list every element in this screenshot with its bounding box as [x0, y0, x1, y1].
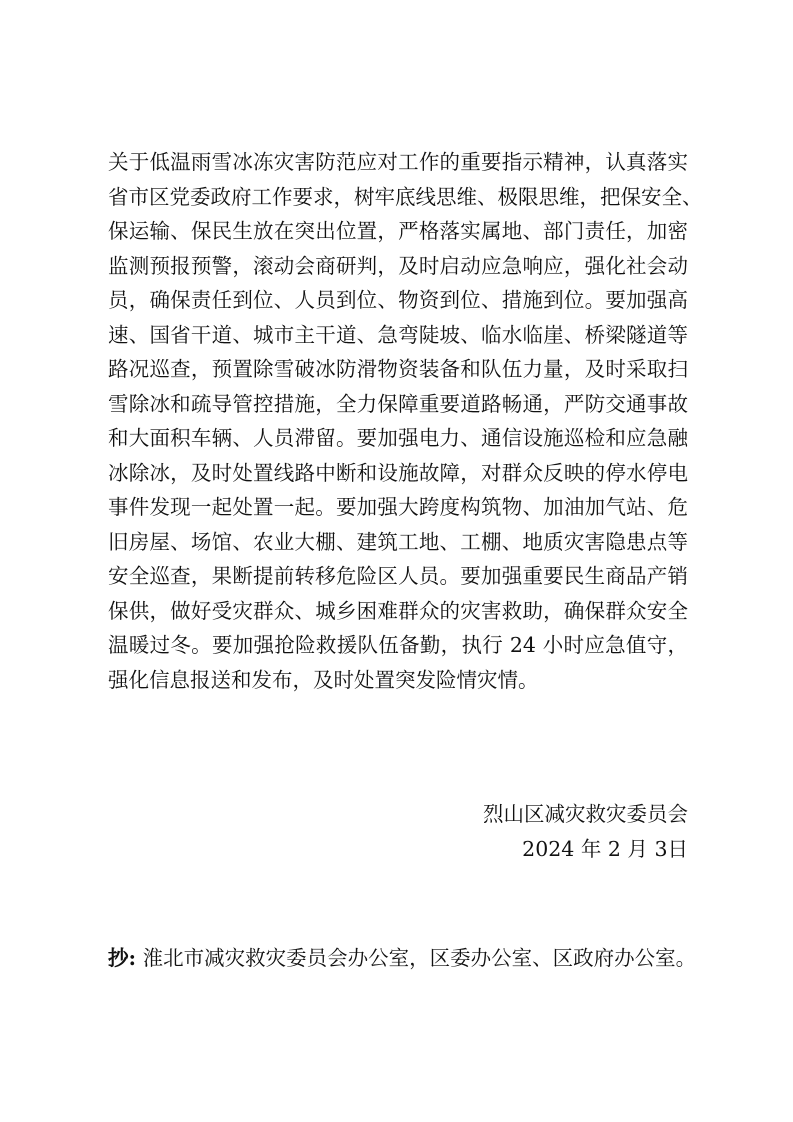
- body-line: 员，确保责任到位、人员到位、物资到位、措施到位。要加强高: [108, 288, 688, 312]
- body-line: 速、国省干道、城市主干道、急弯陡坡、临水临崖、桥梁隧道等: [108, 322, 688, 347]
- issuing-organization: 烈山区减灾救灾委员会: [483, 802, 688, 826]
- issue-date: 2024 年 2 月 3日: [522, 837, 688, 861]
- body-line: 和大面积车辆、人员滞留。要加强电力、通信设施巡检和应急融: [108, 426, 688, 450]
- body-line: 保供，做好受灾群众、城乡困难群众的灾害救助，确保群众安全: [108, 598, 688, 623]
- body-line: 冰除冰，及时处置线路中断和设施故障，对群众反映的停水停电: [108, 460, 688, 485]
- signature-block: [483, 797, 688, 867]
- body-line: 保运输、保民生放在突出位置，严格落实属地、部门责任，加密: [108, 219, 688, 243]
- body-line: 监测预报预警，滚动会商研判，及时启动应急响应，强化社会动: [108, 253, 688, 278]
- body-line: 事件发现一起处置一起。要加强大跨度构筑物、加油加气站、危: [108, 495, 688, 519]
- body-line: 雪除冰和疏导管控措施，全力保障重要道路畅通，严防交通事故: [108, 391, 688, 416]
- body-line: 强化信息报送和发布，及时处置突发险情灾情。: [108, 667, 539, 692]
- body-line: 路况巡查，预置除雪破冰防滑物资装备和队伍力量，及时采取扫: [108, 357, 688, 381]
- body-line: 温暖过冬。要加强抢险救援队伍备勤，执行 24 小时应急值守，: [108, 633, 688, 657]
- copy-to-label: 抄:: [108, 946, 137, 970]
- copy-to-recipients: 淮北市减灾救灾委员会办公室，区委办公室、区政府办公室。: [136, 946, 697, 970]
- body-line: 旧房屋、场馆、农业大棚、建筑工地、工棚、地质灾害隐患点等: [108, 529, 688, 554]
- body-line: 省市区党委政府工作要求，树牢底线思维、极限思维，把保安全、: [108, 184, 703, 209]
- copy-to-line: [108, 941, 696, 975]
- body-line: 安全巡查，果断提前转移危险区人员。要加强重要民生商品产销: [108, 564, 688, 588]
- body-line: 关于低温雨雪冰冻灾害防范应对工作的重要指示精神，认真落实: [108, 150, 688, 174]
- notice-body: [108, 145, 703, 697]
